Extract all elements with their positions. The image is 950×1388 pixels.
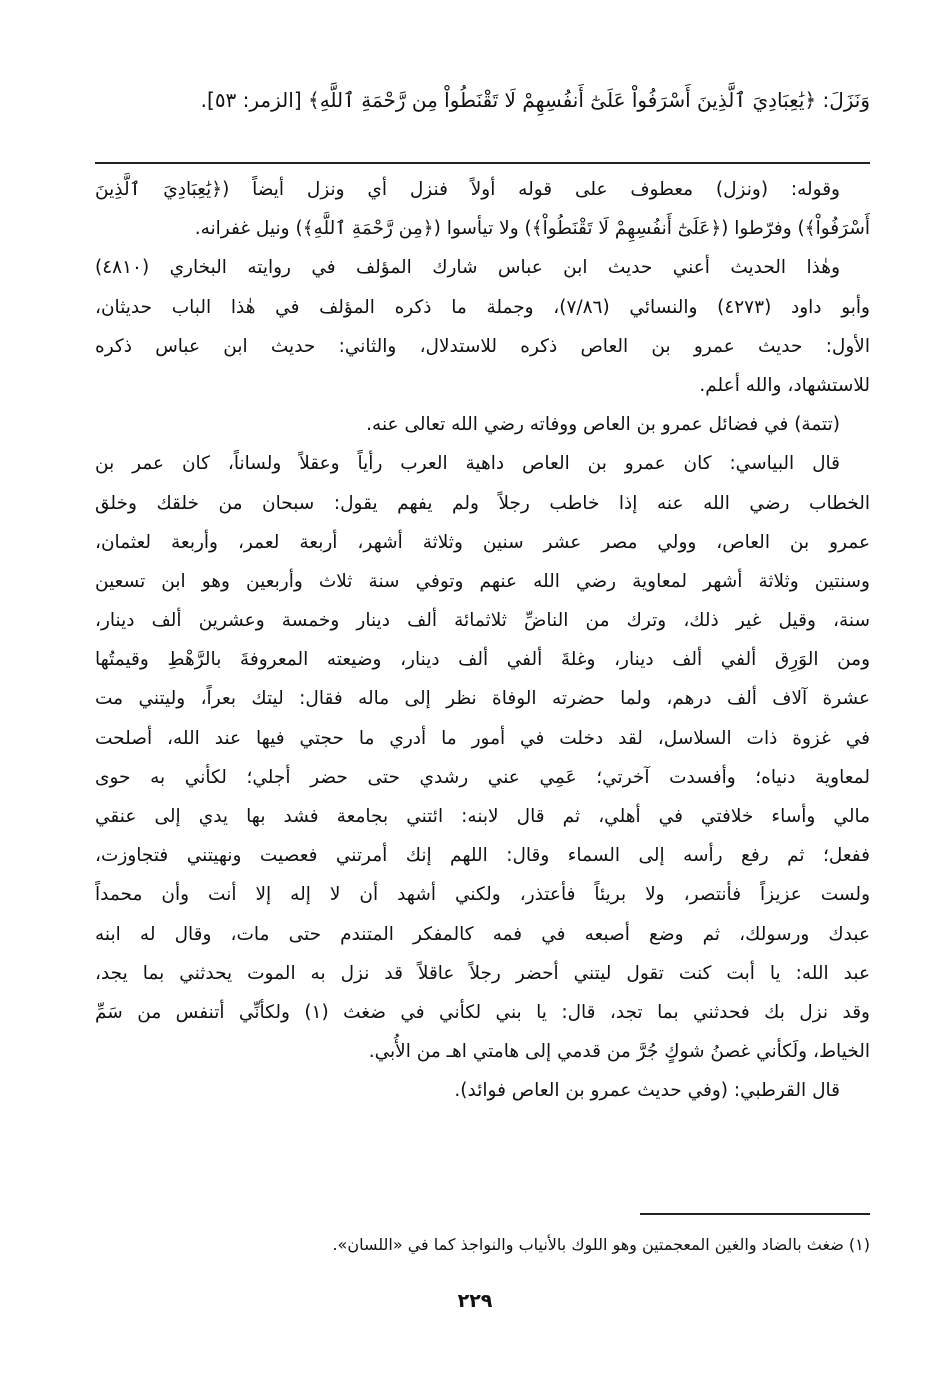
quran-verse-header: وَنَزَلَ: ﴿يَٰعِبَادِيَ ٱلَّذِينَ أَسْرَفُواْ عَلَىٰٓ أَنفُسِهِمْ لَا تَقْنَطُواْ مِن رَّحْمَةِ ٱللَّهِ﴾ [الزمر: ٥٣]. [200, 88, 870, 112]
text-line: قال القرطبي: (وفي حديث عمرو بن العاص فوائد). [454, 1080, 840, 1102]
text-line: لمعاوية دنياه؛ وأفسدت آخرتي؛ عَمِي عني رشدي حتى حضر أجلي؛ لكأني به حوى [95, 766, 870, 788]
text-line: قال البياسي: كان عمرو بن العاص داهية العرب رأياً وعقلاً ولساناً، كان عمر بن [95, 453, 840, 475]
text-line: عبدك ورسولك، ثم وضع أصبعه في فمه كالمفكر المتندم حتى مات، وقال له ابنه [95, 923, 870, 945]
text-line: ومن الوَرِق ألفي ألف دينار، وغلةَ ألفي ألف دينار، وضيعته المعروفةَ بالرَّهْطِ وقيمتُها [95, 649, 870, 671]
text-line: الخطاب رضي الله عنه إذا خاطب رجلاً ولم يفهم يقول: سبحان من خلقك وخلق [95, 492, 870, 514]
text-line: للاستشهاد، والله أعلم. [699, 374, 870, 396]
text-line: وأبو داود (٤٢٧٣) والنسائي (٧/٨٦)، وجملة ما ذكره المؤلف في هٰذا الباب حديثان، [95, 296, 870, 318]
text-line: مالي وأساء خلافتي في أهلي، ثم قال لابنه: ائتني بجامعة فشد بها يدي إلى عنقي [95, 806, 870, 827]
text-line: وقد نزل بك فحدثني بما تجد، قال: يا بني لكأني في ضغث (١) ولكأنِّي أتنفس من سَمِّ [95, 1001, 870, 1023]
text-line: سنة، وقيل غير ذلك، وترك من الناضِّ ثلاثمائة ألف دينار وخمسة وعشرين ألف دينار، [95, 610, 870, 632]
text-line: وقوله: (ونزل) معطوف على قوله أولاً فنزل أي ونزل أيضاً (﴿يَٰعِبَادِيَ ٱلَّذِينَ [95, 179, 840, 200]
text-line: ولست عزيزاً فأنتصر، ولا بريئاً فأعتذر، ولكني أشهد أن لا إله إلا أنت وأن محمداً [95, 884, 870, 906]
text-line: عبد الله: يا أبت كنت تقول ليتني أحضر رجلاً عاقلاً قد نزل به الموت يحدثني بما يجد، [95, 962, 870, 984]
header-divider [95, 162, 870, 164]
text-line: عمرو بن العاص، وولي مصر عشر سنين وثلاثة أشهر، أربعة لعمر، وأربعة لعثمان، [95, 531, 870, 553]
page-number: ٢٢٩ [457, 1290, 493, 1312]
text-line: وسنتين وثلاثة أشهر لمعاوية رضي الله عنهم وتوفي سنة ثلاث وأربعين وهو ابن تسعين [95, 570, 870, 592]
text-line: عشرة آلاف ألف درهم، ولما حضرته الوفاة نظر إلى ماله فقال: ليتك بعراً، وليتني مت [95, 688, 870, 710]
text-line: وهٰذا الحديث أعني حديث ابن عباس شارك المؤلف في روايته البخاري (٤٨١٠) [95, 257, 840, 279]
text-line: في غزوة ذات السلاسل، لقد دخلت في أمور ما أدري ما حجتي فيها عند الله، أصلحت [95, 727, 870, 749]
commentary-body [95, 170, 870, 1111]
text-line: ففعل؛ ثم رفع رأسه إلى السماء وقال: اللهم إنك أمرتني فعصيت ونهيتني فتجاوزت، [95, 845, 870, 867]
text-line: الأول: حديث عمرو بن العاص ذكره للاستدلال، والثاني: حديث ابن عباس ذكره [95, 335, 870, 357]
footnote: (١) ضغث بالضاد والغين المعجمتين وهو اللوك بالأنياب والنواجذ كما في «اللسان». [332, 1235, 870, 1254]
text-line: الخياط، ولَكأني غصنُ شوكٍ جُرَّ من قدمي إلى هامتي اهـ من الأُبي. [368, 1041, 870, 1063]
footnote-divider [640, 1213, 870, 1215]
section-heading-tatimma: (تتمة) في فضائل عمرو بن العاص ووفاته رضي الله تعالى عنه. [366, 414, 840, 436]
text-line: أَسْرَفُواْ﴾) وفرّطوا (﴿عَلَىٰٓ أَنفُسِهِمْ لَا تَقْنَطُواْ﴾) ولا تيأسوا (﴿مِن رَّحْمَةِ ٱللَّهِ﴾) ونيل غفرانه. [194, 218, 870, 240]
